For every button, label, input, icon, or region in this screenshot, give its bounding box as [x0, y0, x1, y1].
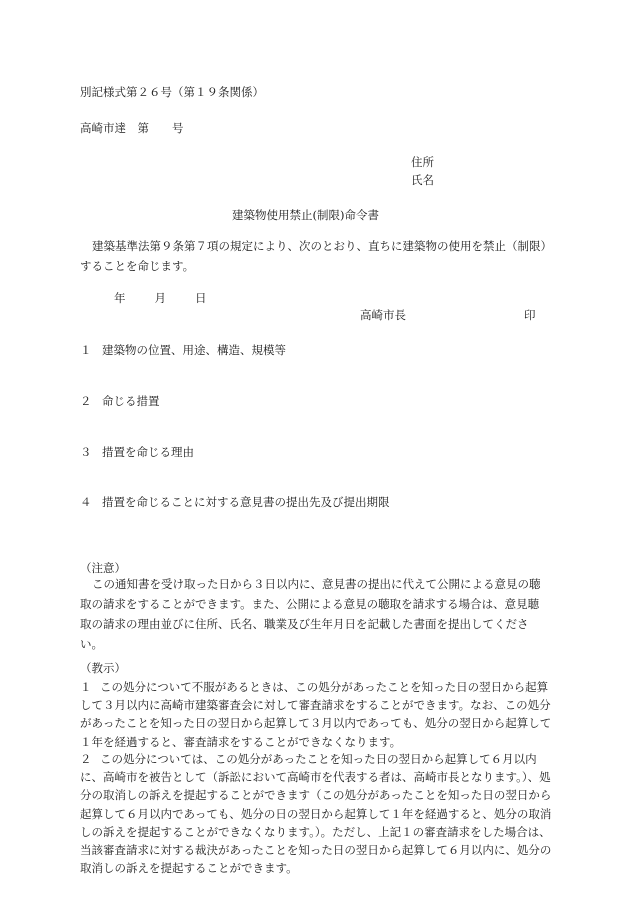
item-label: 命じる措置 — [102, 394, 160, 408]
item-number: １ — [80, 343, 92, 357]
instruction-item-2 — [80, 750, 552, 877]
seal-mark: 印 — [524, 308, 536, 322]
issuer-name: 高崎市長 — [360, 308, 406, 322]
item-reason — [80, 444, 194, 460]
item-label: 建築物の位置、用途、構造、規模等 — [102, 343, 286, 357]
instruction-heading: （教示） — [80, 661, 126, 675]
item-number: ２ — [80, 394, 92, 408]
item-label: 措置を命じることに対する意見書の提出先及び提出期限 — [102, 495, 390, 509]
instruction-text: この処分について不服があるときは、この処分があったことを知った日の翌日から起算して３月以内に高崎市建築審査会に対して審査請求をすることができます。なお、この処分があったことを知った日の翌日から起算して３月以内であっても、処分の翌日から起算して１年を経過すると、審査請求をすることができなくなります。 — [80, 680, 552, 749]
note-text: この通知書を受け取った日から３日以内に、意見書の提出に代えて公開による意見の聴取の請求をすることができます。また、公開による意見の聴取を請求する場合は、意見聴取の請求の理由並びに住所、氏名、職業及び生年月日を記載した書面を提出してください。 — [80, 577, 541, 651]
item-number: ３ — [80, 445, 92, 459]
instruction-item-1 — [80, 678, 552, 751]
item-label: 措置を命じる理由 — [102, 445, 194, 459]
form-label: 別記様式第２６号（第１９条関係） — [80, 85, 264, 99]
instruction-number: ２ — [80, 752, 92, 766]
date-line: 年 月 日 — [114, 291, 209, 305]
item-required-measures — [80, 393, 160, 409]
document-title: 建築物使用禁止(制限)命令書 — [232, 208, 379, 222]
body-text: 建築基準法第９条第７項の規定により、次のとおり、直ちに建築物の使用を禁止（制限）することを命じます。 — [80, 239, 547, 273]
item-opinion-submission — [80, 494, 390, 510]
item-building-details — [80, 342, 286, 358]
item-number: ４ — [80, 495, 92, 509]
recipient-name-label: 氏名 — [411, 173, 434, 187]
recipient-address-label: 住所 — [411, 155, 434, 169]
instruction-text: この処分については、この処分があったことを知った日の翌日から起算して６月以内に、高崎市を被告として（訴訟において高崎市を代表する者は、高崎市長となります。）、処分の取消しの訴えを提起することができます（この処分があったことを知った日の翌日から起算して６月以内であっても、処分の日の翌日から起算して１年を経過すると、処分の取消しの訴えを提起することができなくなります。）。ただし、上記１の審査請求をした場合は、当該審査請求に対する裁決があったことを知った日の翌日から起算して６月以内に、処分の取消しの訴えを提起することができます。 — [80, 752, 552, 876]
note-heading: （注意） — [80, 561, 126, 575]
document-number: 高崎市達 第 号 — [80, 121, 184, 135]
instruction-number: １ — [80, 680, 92, 694]
